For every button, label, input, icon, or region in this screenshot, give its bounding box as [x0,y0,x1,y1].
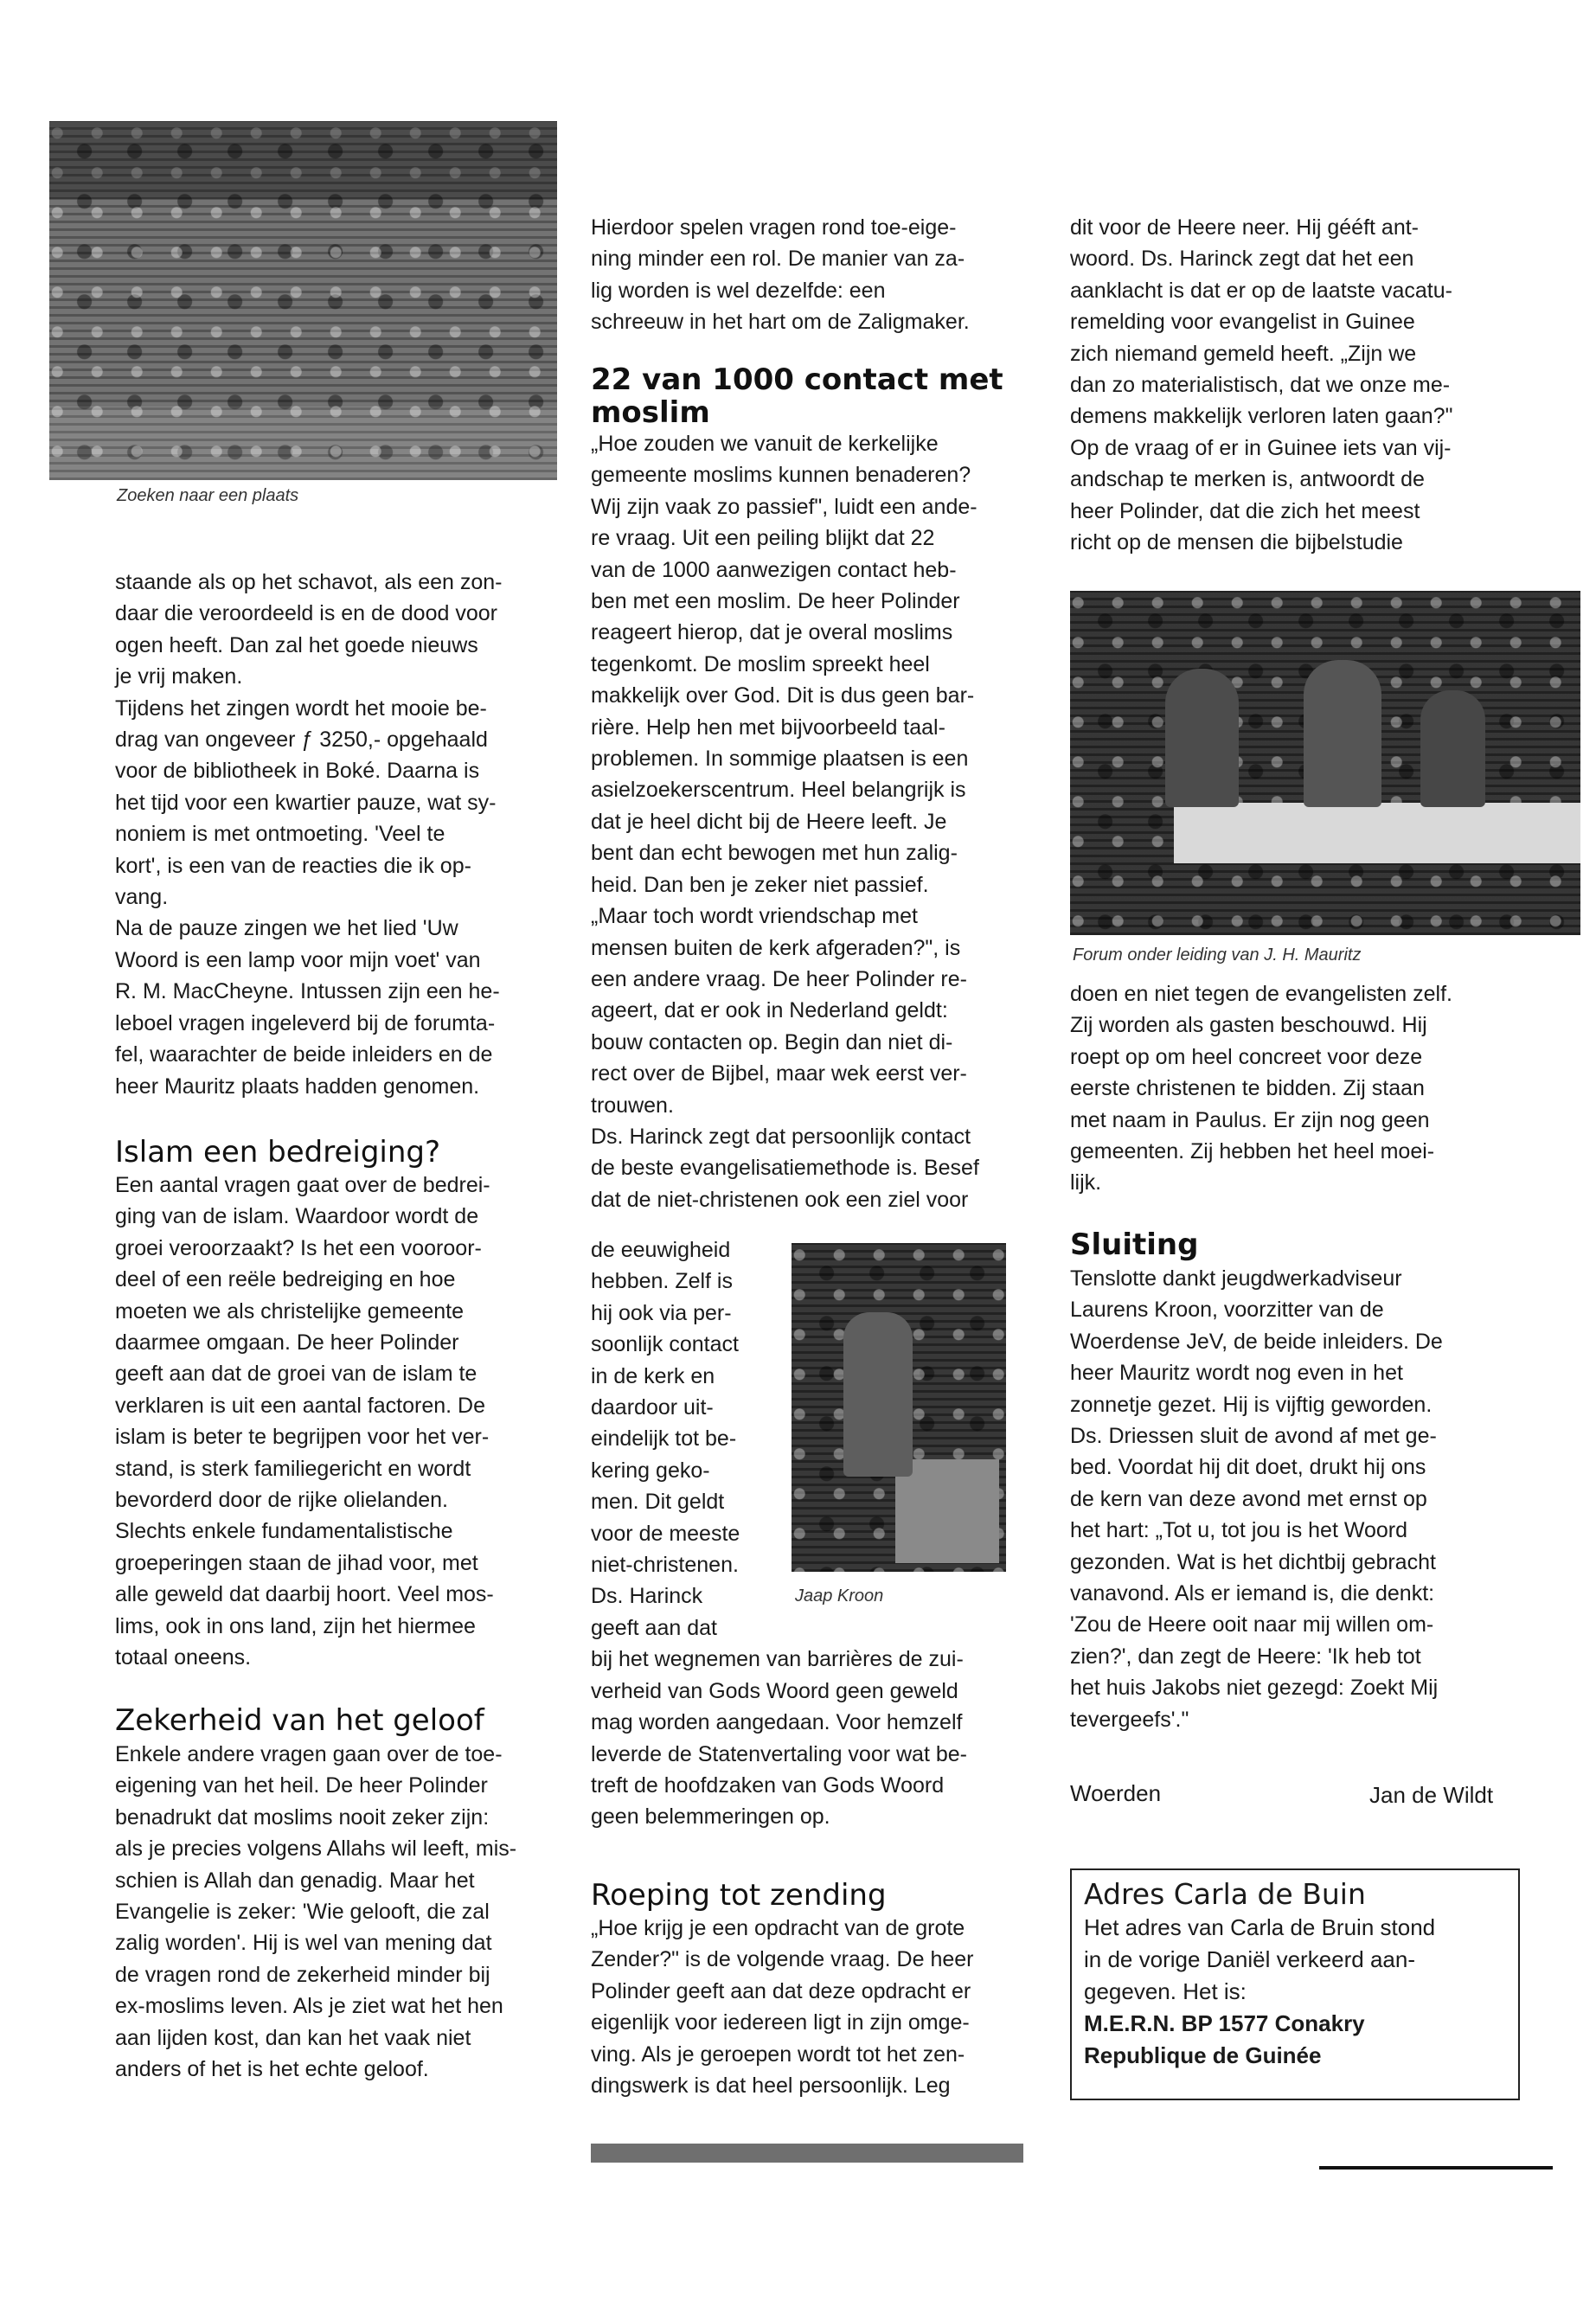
organist-photo [792,1243,1006,1572]
organist-photo-caption: Jaap Kroon [795,1586,884,1606]
heading-zekerheid: Zekerheid van het geloof [115,1703,484,1738]
col3-paragraph-top: dit voor de Heere neer. Hij gééft ant- woord. Ds. Harinck zegt dat het een aanklacht is dat er op de laatste vacatu- remelding voor evangelist in Guinee zich niemand gemeld heeft. „Zijn we dan zo materialistisch, dat we onze me- demens makkelijk verloren laten gaan?" Op de vraag of er in Guinee iets van vij- andschap te merken is, antwoordt de heer Polinder, dat die zich het meest richt op de mensen die bijbelstudie [1070,215,1453,555]
col2-paragraph-roeping: „Hoe krijg je een opdracht van de grote Zender?" is de volgende vraag. De heer Polinder geeft aan dat deze opdracht er eigenlijk voor iedereen ligt in zijn omge- ving. Als je geroepen wordt tot het zen- dingswerk is dat heel persoonlijk. Leg [591,1916,974,2099]
forum-photo-caption: Forum onder leiding van J. H. Mauritz [1073,945,1362,965]
photo-light-floor [49,407,557,480]
organist-figure [792,1243,1028,1621]
heading-sluiting: Sluiting [1070,1227,1199,1262]
col1-paragraph-intro: staande als op het schavot, als een zon- daar die veroordeeld is en de dood voor ogen heeft. Dan zal het goede nieuws je vrij maken. Tijdens het zingen wordt het mooie be- drag van ongeveer ƒ 3250,- opgehaald voor de bibliotheek in Boké. Daarna is het tijd voor een kwartier pauze, wat sy- noniem is met ontmoeting. 'Veel te kort', is een van de reacties die ik op- vang. Na de pauze zingen we het lied 'Uw Woord is een lamp voor mijn voet' van R. M. MacCheyne. Intussen zijn een he- leboel vragen ingeleverd bij de forumta- fel, waarachter de beide inleiders en de heer Mauritz plaats hadden genomen. [115,570,503,1099]
page-number-bar [591,2144,1023,2163]
col2-paragraph-top: Hierdoor spelen vragen rond toe-eige- ning minder een rol. De manier van za- lig worden is wel dezelfde: een schreeuw in het hart om de Zaligmaker. [591,215,970,335]
address-box [1070,1868,1520,2100]
signature-author: Jan de Wildt [1369,1782,1494,1808]
col1-paragraph-islam: Een aantal vragen gaat over de bedrei- ging van de islam. Waardoor wordt de groei veroorzaakt? Is het een vooroor- deel of een reële bedreiging en hoe moeten we als christelijke gemeente daarmee omgaan. De heer Polinder geeft aan dat de groei van de islam te verklaren is uit een aantal factoren. De islam is beter te begrijpen voor het ver- stand, is sterk familiegericht en wordt bevorderd door de rijke olielanden. Slechts enkele fundamentalistische groeperingen staan de jihad voor, met alle geweld dat daarbij hoort. Veel mos- lims, ook in ons land, zijn het hiermee totaal oneens. [115,1173,494,1670]
address-box-title: Adres Carla de Buin [1084,1877,1366,1911]
photo-shadow-band [49,121,557,199]
col3-paragraph-mid: doen en niet tegen de evangelisten zelf. Zij worden als gasten beschouwd. Hij roept op om heel concreet voor deze eerste christenen te bidden. Zij staan met naam in Paulus. Er zijn nog geen gemeenten. Zij hebben het heel moei- lijk. [1070,982,1453,1195]
col2-paragraph-wrap: de eeuwigheid hebben. Zelf is hij ook via per- soonlijk contact in de kerk en daardoor uit- eindelijk tot be- kering geko- men. Dit geldt voor de meeste niet-christenen. Ds. Harinck geeft aan dat bij het wegnemen van barrières de zui- verheid van Gods Woord geen geweld mag worden aangedaan. Voor hemzelf leverde de Statenvertaling voor wat be- treft de hoofdzaken van Gods Woord geen belemmeringen op. [591,1238,967,1830]
organist-figure-shape [843,1312,913,1477]
col1-paragraph-zekerheid: Enkele andere vragen gaan over de toe- eigening van het heil. De heer Polinder benadrukt dat moslims nooit zeker zijn: als je precies volgens Allahs wil leeft, mis- schien is Allah dan genadig. Maar het Evangelie is zeker: 'Wie gelooft, die zal zalig worden'. Hij is wel van mening dat de vragen rond de zekerheid minder bij ex-moslims leven. Als je ziet wat het hen aan lijden kost, dan kan het vaak niet anders of het is het echte geloof. [115,1742,517,2082]
signature-place: Woerden [1070,1780,1162,1806]
speaker-1 [1165,669,1239,807]
heading-roeping: Roeping tot zending [591,1878,887,1913]
heading-22-van-1000: 22 van 1000 contact met moslim [591,362,1003,430]
speaker-3 [1420,690,1485,807]
col2-paragraph-22: „Hoe zouden we vanuit de kerkelijke gemeente moslims kunnen benaderen? Wij zijn vaak zo passief", luidt een ande- re vraag. Uit een peiling blijkt dat 22 van de 1000 aanwezigen contact heb- ben met een moslim. De heer Polinder reageert hierop, dat je overal moslims tegenkomt. De moslim spreekt heel makkelijk over God. Dit is dus geen bar- rière. Help hen met bijvoorbeeld taal- problemen. In sommige plaatsen is een asielzoekerscentrum. Heel belangrijk is dat je heel dicht bij de Heere leeft. Je bent dan echt bewogen met hun zalig- heid. Dan ben je zeker niet passief. „Maar toch wordt vriendschap met mensen buiten de kerk afgeraden?", is een andere vraag. De heer Polinder re- ageert, dat er ook in Nederland geldt: bouw contacten op. Begin dan niet di- rect over de Bijbel, maar wek eerst ver- trouwen. Ds. Harinck zegt dat persoonlijk contact de beste evangelisatiemethode is. Besef dat de niet-christenen ook een ziel voor [591,432,979,1212]
audience-photo-caption: Zoeken naar een plaats [117,486,299,505]
address-box-address: M.E.R.N. BP 1577 Conakry Republique de Guinée [1084,2010,1365,2068]
forum-photo [1070,591,1580,935]
forum-table [1174,803,1580,863]
address-box-body: Het adres van Carla de Bruin stond in de vorige Daniël verkeerd aan- gegeven. Het is: [1084,1914,1436,2004]
bottom-rule [1319,2166,1553,2170]
heading-islam: Islam een bedreiging? [115,1135,441,1170]
speaker-2 [1304,660,1381,807]
col3-paragraph-sluiting: Tenslotte dankt jeugdwerkadviseur Laurens Kroon, voorzitter van de Woerdense JeV, de beide inleiders. De heer Mauritz wordt nog even in het zonnetje gezet. Hij is vijftig geworden. Ds. Driessen sluit de avond af met ge- bed. Voordat hij dit doet, drukt hij ons de kern van deze avond met ernst op het hart: „Tot u, tot jou is het Woord gezonden. Wat is het dichtbij gebracht vanavond. Als er iemand is, die denkt: 'Zou de Heere ooit naar mij willen om- zien?', dan zegt de Heere: 'Ik heb tot het huis Jakobs niet gezegd: Zoekt Mij tevergeefs'." [1070,1266,1443,1732]
audience-photo [49,121,557,480]
col2-wrap-section [591,1234,1028,1833]
